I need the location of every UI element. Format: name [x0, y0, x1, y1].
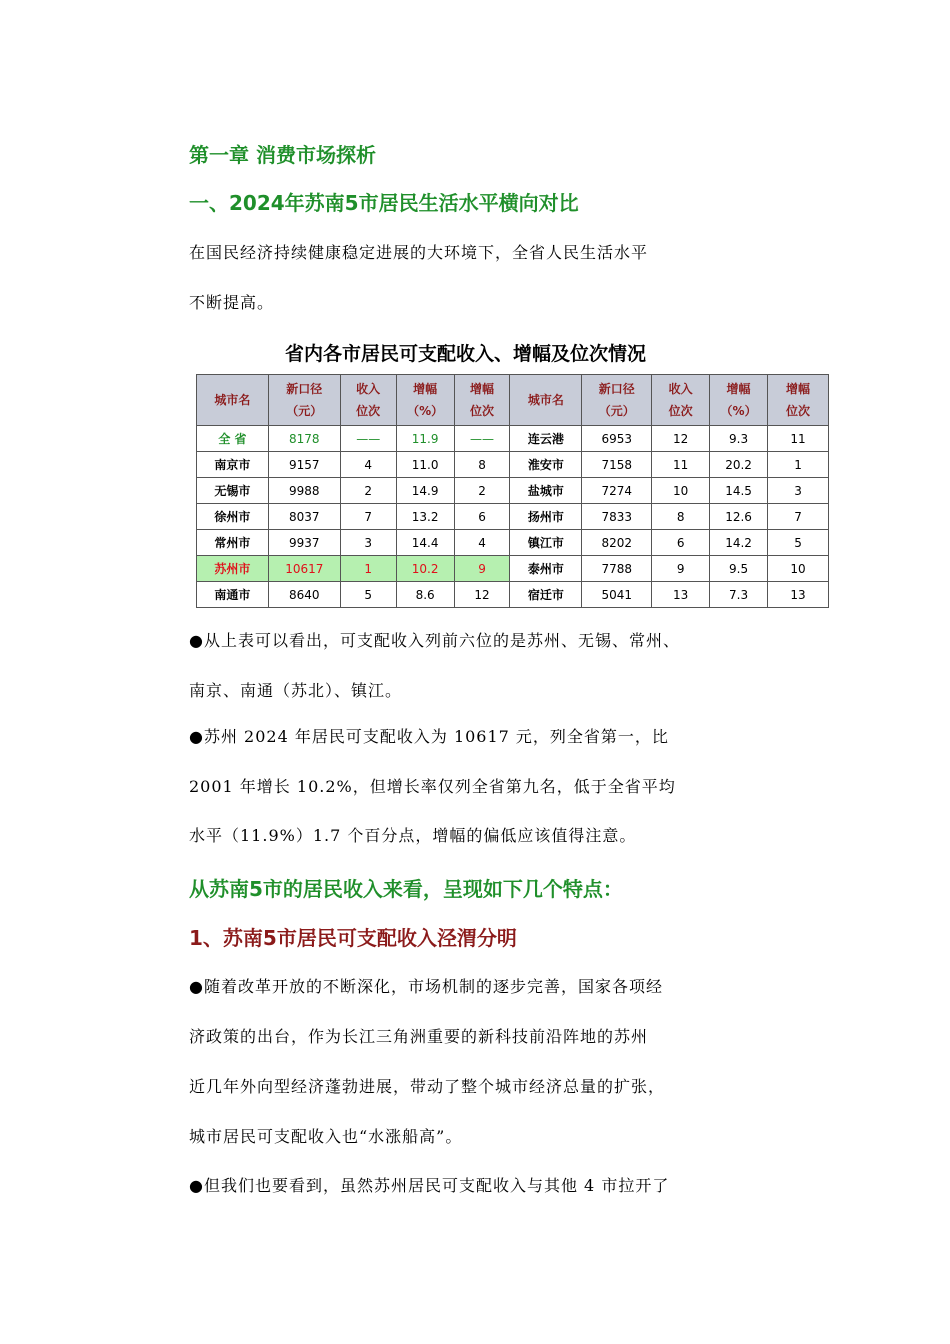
- table-cell: 8178: [268, 426, 340, 452]
- table-cell: 连云港: [510, 426, 582, 452]
- table-row: [197, 426, 829, 452]
- table-cell: 7788: [582, 556, 652, 582]
- header-growth-2: 增幅 （%）: [710, 375, 768, 426]
- table-row: [197, 504, 829, 530]
- table-cell: 常州市: [197, 530, 269, 556]
- bullet2-line-2: 2001 年增长 10.2%，但增长率仅列全省第九名，低于全省平均: [189, 777, 676, 796]
- section1-title: 一、2024年苏南5市居民生活水平横向对比: [189, 191, 579, 215]
- header-income-2: 新口径 （元）: [582, 375, 652, 426]
- table-cell: 无锡市: [197, 478, 269, 504]
- table-cell: 6: [454, 504, 510, 530]
- table-cell: 7274: [582, 478, 652, 504]
- income-table: [196, 374, 829, 608]
- table-cell: 13: [652, 582, 710, 608]
- table-cell: 6: [652, 530, 710, 556]
- table-cell: 12: [652, 426, 710, 452]
- table-cell: 3: [340, 530, 396, 556]
- bullet3-line-2: 济政策的出台，作为长江三角洲重要的新科技前沿阵地的苏州: [189, 1027, 649, 1046]
- header-income-rank: 收入 位次: [340, 375, 396, 426]
- table-cell: 20.2: [710, 452, 768, 478]
- table-cell: 11.9: [396, 426, 454, 452]
- table-cell: 14.4: [396, 530, 454, 556]
- table-cell: 10617: [268, 556, 340, 582]
- bullet1-line-1: ●从上表可以看出，可支配收入列前六位的是苏州、无锡、常州、: [189, 631, 680, 650]
- header-city: 城市名: [197, 375, 269, 426]
- header-growth: 增幅 （%）: [396, 375, 454, 426]
- table-cell: 11: [768, 426, 829, 452]
- table-cell: 4: [454, 530, 510, 556]
- table-cell: 9: [454, 556, 510, 582]
- bullet2-line-1: ●苏州 2024 年居民可支配收入为 10617 元，列全省第一，比: [189, 727, 669, 746]
- table-cell: 8.6: [396, 582, 454, 608]
- table-cell: 8: [652, 504, 710, 530]
- table-cell: 8037: [268, 504, 340, 530]
- header-growth-rank-2: 增幅 位次: [768, 375, 829, 426]
- table-cell: 徐州市: [197, 504, 269, 530]
- table-cell: 4: [340, 452, 396, 478]
- table-row: [197, 452, 829, 478]
- table-cell: 泰州市: [510, 556, 582, 582]
- table-cell: 7833: [582, 504, 652, 530]
- table-cell: 1: [340, 556, 396, 582]
- table-cell: 7158: [582, 452, 652, 478]
- chapter-title: 第一章 消费市场探析: [189, 143, 376, 167]
- table-cell: 全 省: [197, 426, 269, 452]
- table-cell: 11.0: [396, 452, 454, 478]
- table-cell: 12.6: [710, 504, 768, 530]
- table-cell: 2: [454, 478, 510, 504]
- table-cell: 9988: [268, 478, 340, 504]
- table-cell: 14.9: [396, 478, 454, 504]
- table-cell: 14.5: [710, 478, 768, 504]
- table-cell: 9937: [268, 530, 340, 556]
- table-cell: 镇江市: [510, 530, 582, 556]
- subsection1-title: 1、苏南5市居民可支配收入泾渭分明: [189, 926, 517, 950]
- table-row: [197, 478, 829, 504]
- table-cell: 11: [652, 452, 710, 478]
- bullet3-line-3: 近几年外向型经济蓬勃进展，带动了整个城市经济总量的扩张，: [189, 1077, 666, 1096]
- table-cell: ——: [340, 426, 396, 452]
- table-cell: 1: [768, 452, 829, 478]
- table-cell: 10.2: [396, 556, 454, 582]
- table-cell: 10: [768, 556, 829, 582]
- table-title: 省内各市居民可支配收入、增幅及位次情况: [285, 343, 647, 365]
- table-cell: 2: [340, 478, 396, 504]
- table-row: [197, 530, 829, 556]
- table-cell: 9.5: [710, 556, 768, 582]
- table-cell: 14.2: [710, 530, 768, 556]
- table-cell: 宿迁市: [510, 582, 582, 608]
- table-cell: 9: [652, 556, 710, 582]
- table-cell: 7.3: [710, 582, 768, 608]
- bullet3-line-1: ●随着改革开放的不断深化，市场机制的逐步完善，国家各项经: [189, 977, 663, 996]
- table-cell: 扬州市: [510, 504, 582, 530]
- table-cell: 7: [340, 504, 396, 530]
- table-cell: 南京市: [197, 452, 269, 478]
- bullet3-line-4: 城市居民可支配收入也“水涨船高”。: [189, 1127, 463, 1146]
- table-cell: 9.3: [710, 426, 768, 452]
- table-row-highlighted: [197, 556, 829, 582]
- intro-line-1: 在国民经济持续健康稳定进展的大环境下，全省人民生活水平: [189, 243, 649, 262]
- table-cell: 盐城市: [510, 478, 582, 504]
- table-cell: 8: [454, 452, 510, 478]
- intro-line-2: 不断提高。: [189, 293, 275, 312]
- table-cell: 6953: [582, 426, 652, 452]
- header-income: 新口径 （元）: [268, 375, 340, 426]
- table-cell: 苏州市: [197, 556, 269, 582]
- table-cell: ——: [454, 426, 510, 452]
- header-growth-rank: 增幅 位次: [454, 375, 510, 426]
- table-cell: 南通市: [197, 582, 269, 608]
- header-city-2: 城市名: [510, 375, 582, 426]
- section2-title: 从苏南5市的居民收入来看，呈现如下几个特点：: [189, 877, 623, 901]
- table-row: [197, 582, 829, 608]
- table-cell: 5041: [582, 582, 652, 608]
- table-cell: 10: [652, 478, 710, 504]
- table-cell: 13.2: [396, 504, 454, 530]
- table-cell: 淮安市: [510, 452, 582, 478]
- table-cell: 5: [768, 530, 829, 556]
- table-cell: 8640: [268, 582, 340, 608]
- header-income-rank-2: 收入 位次: [652, 375, 710, 426]
- table-cell: 8202: [582, 530, 652, 556]
- table-cell: 3: [768, 478, 829, 504]
- table-cell: 9157: [268, 452, 340, 478]
- bullet2-line-3: 水平（11.9%）1.7 个百分点，增幅的偏低应该值得注意。: [189, 826, 637, 845]
- bullet1-line-2: 南京、南通（苏北）、镇江。: [189, 681, 403, 700]
- table-cell: 5: [340, 582, 396, 608]
- table-header-row: [197, 375, 829, 426]
- table-cell: 7: [768, 504, 829, 530]
- table-cell: 12: [454, 582, 510, 608]
- bullet4-line-1: ●但我们也要看到，虽然苏州居民可支配收入与其他 4 市拉开了: [189, 1176, 670, 1195]
- table-cell: 13: [768, 582, 829, 608]
